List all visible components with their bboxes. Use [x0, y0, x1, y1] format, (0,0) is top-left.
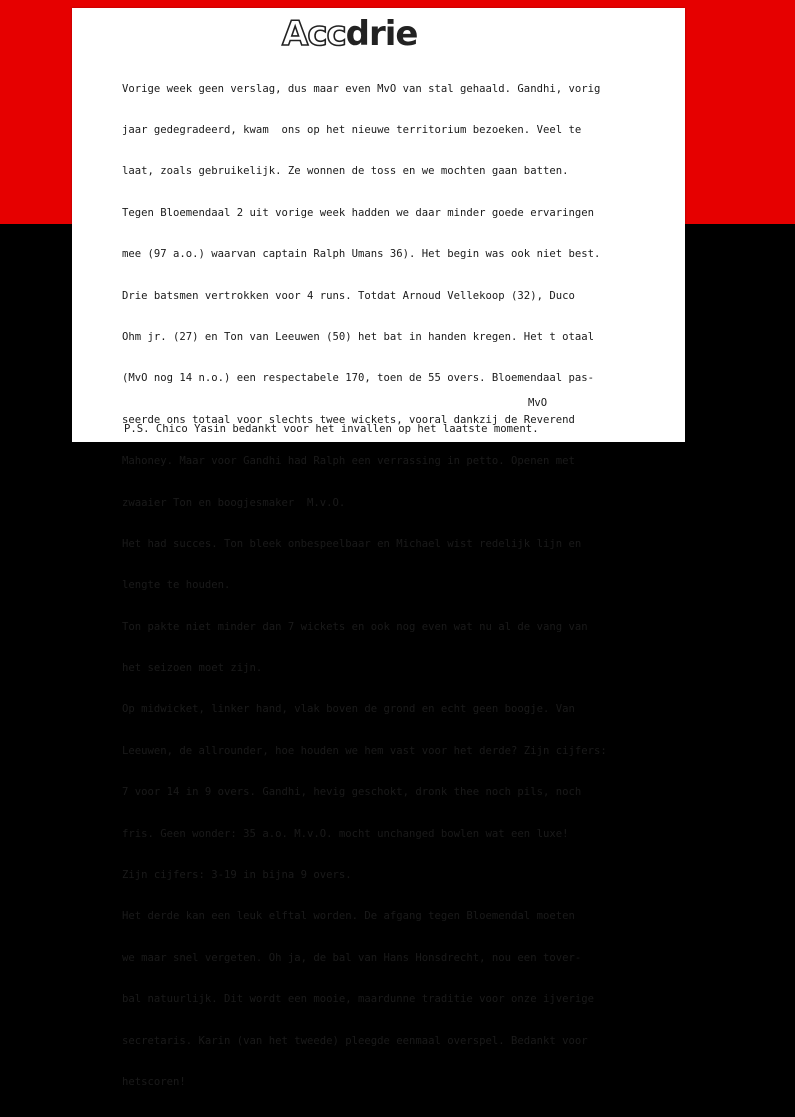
article-line: seerde ons totaal voor slechts twee wickets, vooral dankzij de Reverend: [122, 413, 575, 426]
title-solid-part: drie: [345, 14, 418, 54]
article-line: Vorige week geen verslag, dus maar even MvO van stal gehaald. Gandhi, vorig: [122, 82, 601, 95]
article-line: hetscoren!: [122, 1075, 186, 1088]
article-line: Tegen Bloemendaal 2 uit vorige week hadden we daar minder goede ervaringen: [122, 206, 594, 219]
article-line: 7 voor 14 in 9 overs. Gandhi, hevig geschokt, dronk thee noch pils, noch: [122, 786, 582, 799]
article-line: Het had succes. Ton bleek onbespeelbaar en Michael wist redelijk lijn en: [122, 537, 582, 550]
document-page: [72, 8, 685, 1088]
article-line: mee (97 a.o.) waarvan captain Ralph Umans 36). Het begin was ook niet best.: [122, 248, 601, 261]
article-line: we maar snel vergeten. Oh ja, de bal van Hans Honsdrecht, nou een tover-: [122, 951, 582, 964]
article-line: Drie batsmen vertrokken voor 4 runs. Totdat Arnoud Vellekoop (32), Duco: [122, 289, 575, 302]
article-line: bal natuurlijk. Dit wordt een mooie, maardunne traditie voor onze ijverige: [122, 993, 594, 1006]
article-line: Mahoney. Maar voor Gandhi had Ralph een verrassing in petto. Openen met: [122, 455, 575, 468]
article-body: [122, 55, 682, 1117]
author-signature: MvO: [528, 397, 548, 409]
article-line: jaar gedegradeerd, kwam ons op het nieuwe territorium bezoeken. Veel te: [122, 123, 582, 136]
article-line: zwaaier Ton en boogjesmaker M.v.O.: [122, 496, 346, 509]
postscript: P.S. Chico Yasin bedankt voor het invallen op het laatste moment.: [124, 423, 539, 435]
article-line: Het derde kan een leuk elftal worden. De afgang tegen Bloemendal moeten: [122, 910, 575, 923]
article-line: Ohm jr. (27) en Ton van Leeuwen (50) het bat in handen kregen. Het t otaal: [122, 330, 594, 343]
title-outline-part: Acc: [282, 14, 346, 54]
article-line: lengte te houden.: [122, 579, 231, 592]
page-title: [282, 14, 417, 54]
article-line: Leeuwen, de allrounder, hoe houden we hem vast voor het derde? Zijn cijfers:: [122, 744, 607, 757]
article-line: laat, zoals gebruikelijk. Ze wonnen de toss en we mochten gaan batten.: [122, 165, 569, 178]
article-line: het seizoen moet zijn.: [122, 662, 263, 675]
article-line: secretaris. Karin (van het tweede) pleegde eenmaal overspel. Bedankt voor: [122, 1034, 588, 1047]
article-line: fris. Geen wonder: 35 a.o. M.v.O. mocht unchanged bowlen wat een luxe!: [122, 827, 569, 840]
article-line: Op midwicket, linker hand, vlak boven de grond en echt geen boogje. Van: [122, 703, 575, 716]
article-line: (MvO nog 14 n.o.) een respectabele 170, toen de 55 overs. Bloemendaal pas-: [122, 372, 594, 385]
article-line: Ton pakte niet minder dan 7 wickets en ook nog even wat nu al de vang van: [122, 620, 588, 633]
article-line: Zijn cijfers: 3-19 in bijna 9 overs.: [122, 869, 352, 882]
